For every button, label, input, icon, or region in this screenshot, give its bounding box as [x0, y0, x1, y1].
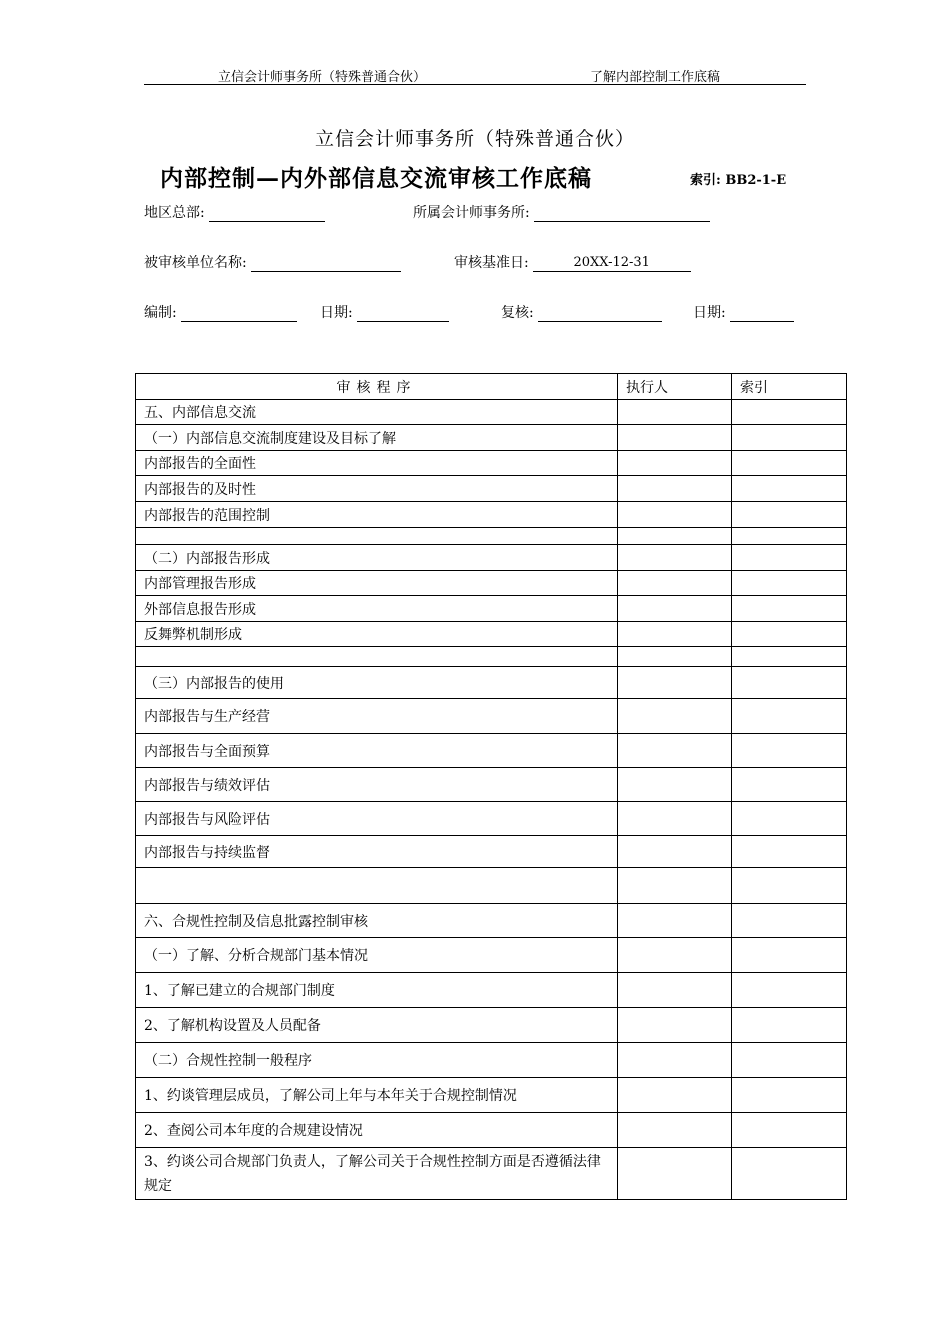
header-executor: 执行人	[618, 374, 732, 400]
executor-cell[interactable]	[618, 734, 732, 768]
index-cell[interactable]	[732, 904, 847, 938]
table-row	[136, 1008, 847, 1043]
procedure-cell: 内部报告与持续监督	[136, 836, 618, 868]
date2-value	[730, 305, 794, 322]
executor-cell[interactable]	[618, 938, 732, 973]
index-cell[interactable]	[732, 1148, 847, 1200]
table-row	[136, 596, 847, 622]
executor-cell[interactable]	[618, 545, 732, 571]
table-row	[136, 836, 847, 868]
table-row	[136, 734, 847, 768]
procedure-cell: （二）合规性控制一般程序	[136, 1043, 618, 1078]
firm-title: 立信会计师事务所（特殊普通合伙）	[314, 128, 635, 150]
index-cell[interactable]	[732, 1043, 847, 1078]
date1-field	[320, 302, 449, 322]
base-date-label: 审核基准日:	[454, 255, 529, 271]
prepared-field	[144, 302, 297, 322]
index-value: BB2-1-E	[725, 173, 787, 188]
table-row	[136, 973, 847, 1008]
executor-cell[interactable]	[618, 502, 732, 528]
review-label: 复核:	[501, 305, 534, 321]
table-row	[136, 667, 847, 699]
executor-cell[interactable]	[618, 647, 732, 667]
procedure-cell: 内部报告与绩效评估	[136, 768, 618, 802]
base-date-value: 20XX-12-31	[533, 255, 691, 272]
prepared-label: 编制:	[144, 305, 177, 321]
procedure-cell: 六、合规性控制及信息批露控制审核	[136, 904, 618, 938]
table-row	[136, 571, 847, 596]
executor-cell[interactable]	[618, 596, 732, 622]
table-header-row	[136, 374, 847, 400]
table-row	[136, 545, 847, 571]
procedure-cell	[136, 528, 618, 545]
executor-cell[interactable]	[618, 973, 732, 1008]
region-label: 地区总部:	[144, 205, 205, 221]
procedure-cell: 1、约谈管理层成员，了解公司上年与本年关于合规控制情况	[136, 1078, 618, 1113]
index-cell[interactable]	[732, 699, 847, 734]
running-header	[144, 64, 806, 85]
index-cell[interactable]	[732, 1078, 847, 1113]
procedure-cell	[136, 868, 618, 904]
table-row	[136, 400, 847, 425]
index-cell[interactable]	[732, 476, 847, 502]
date2-field	[693, 302, 794, 322]
review-value	[538, 305, 662, 322]
procedure-cell: 内部报告与全面预算	[136, 734, 618, 768]
procedure-cell: 外部信息报告形成	[136, 596, 618, 622]
index-cell[interactable]	[732, 622, 847, 647]
executor-cell[interactable]	[618, 1078, 732, 1113]
prepared-value	[181, 305, 297, 322]
header-doc-type: 了解内部控制工作底稿	[590, 70, 721, 85]
base-date-field	[454, 252, 691, 272]
table-row	[136, 904, 847, 938]
executor-cell[interactable]	[618, 451, 732, 476]
executor-cell[interactable]	[618, 425, 732, 451]
procedure-cell	[136, 647, 618, 667]
date1-label: 日期:	[320, 305, 353, 321]
office-field	[413, 202, 710, 222]
index-cell[interactable]	[732, 400, 847, 425]
executor-cell[interactable]	[618, 699, 732, 734]
procedure-cell: 内部报告的全面性	[136, 451, 618, 476]
index-cell[interactable]	[732, 528, 847, 545]
region-value	[209, 205, 325, 222]
procedure-cell: （一）了解、分析合规部门基本情况	[136, 938, 618, 973]
table-row	[136, 768, 847, 802]
procedure-cell: （二）内部报告形成	[136, 545, 618, 571]
entity-field	[144, 252, 401, 272]
executor-cell[interactable]	[618, 528, 732, 545]
table-row	[136, 938, 847, 973]
header-firm-name: 立信会计师事务所（特殊普通合伙）	[218, 70, 427, 85]
table-row	[136, 528, 847, 545]
table-row	[136, 476, 847, 502]
executor-cell[interactable]	[618, 768, 732, 802]
page-title: 内部控制—内外部信息交流审核工作底稿	[160, 165, 592, 192]
index-cell[interactable]	[732, 768, 847, 802]
executor-cell[interactable]	[618, 836, 732, 868]
review-field	[501, 302, 662, 322]
index-cell[interactable]	[732, 667, 847, 699]
table-row	[136, 502, 847, 528]
procedure-cell: 内部报告与生产经营	[136, 699, 618, 734]
table-row	[136, 868, 847, 904]
header-index: 索引	[732, 374, 847, 400]
procedure-cell: 内部管理报告形成	[136, 571, 618, 596]
index-cell[interactable]	[732, 647, 847, 667]
index-cell[interactable]	[732, 868, 847, 904]
executor-cell[interactable]	[618, 904, 732, 938]
index-cell[interactable]	[732, 502, 847, 528]
procedure-cell: 1、了解已建立的合规部门制度	[136, 973, 618, 1008]
table-row	[136, 647, 847, 667]
procedure-table	[135, 373, 847, 1200]
table-row	[136, 1078, 847, 1113]
index-cell[interactable]	[732, 596, 847, 622]
table-row	[136, 802, 847, 836]
procedure-cell: 内部报告的范围控制	[136, 502, 618, 528]
index-cell[interactable]	[732, 425, 847, 451]
procedure-cell: 内部报告与风险评估	[136, 802, 618, 836]
entity-value	[251, 255, 401, 272]
header-procedure: 审核程序	[136, 374, 618, 400]
index-cell[interactable]	[732, 734, 847, 768]
table-row	[136, 1043, 847, 1078]
procedure-cell: （一）内部信息交流制度建设及目标了解	[136, 425, 618, 451]
executor-cell[interactable]	[618, 400, 732, 425]
index-reference	[690, 169, 786, 188]
executor-cell[interactable]	[618, 1008, 732, 1043]
date2-label: 日期:	[693, 305, 726, 321]
index-cell[interactable]	[732, 451, 847, 476]
index-cell[interactable]	[732, 938, 847, 973]
executor-cell[interactable]	[618, 1043, 732, 1078]
procedure-cell: 2、查阅公司本年度的合规建设情况	[136, 1113, 618, 1148]
table-row	[136, 622, 847, 647]
executor-cell[interactable]	[618, 1148, 732, 1200]
executor-cell[interactable]	[618, 802, 732, 836]
table-row	[136, 699, 847, 734]
index-cell[interactable]	[732, 545, 847, 571]
index-cell[interactable]	[732, 1008, 847, 1043]
procedure-cell: （三）内部报告的使用	[136, 667, 618, 699]
index-cell[interactable]	[732, 836, 847, 868]
procedure-cell: 五、内部信息交流	[136, 400, 618, 425]
date1-value	[357, 305, 449, 322]
executor-cell[interactable]	[618, 1113, 732, 1148]
index-cell[interactable]	[732, 973, 847, 1008]
table-row	[136, 1148, 847, 1200]
entity-label: 被审核单位名称:	[144, 255, 247, 271]
index-cell[interactable]	[732, 802, 847, 836]
executor-cell[interactable]	[618, 667, 732, 699]
office-label: 所属会计师事务所:	[413, 205, 530, 221]
index-label: 索引:	[690, 173, 721, 188]
region-field	[144, 202, 325, 222]
procedure-cell: 2、了解机构设置及人员配备	[136, 1008, 618, 1043]
procedure-cell: 3、约谈公司合规部门负责人，了解公司关于合规性控制方面是否遵循法律规定	[136, 1148, 618, 1200]
table-row	[136, 1113, 847, 1148]
table-row	[136, 425, 847, 451]
executor-cell[interactable]	[618, 571, 732, 596]
index-cell[interactable]	[732, 571, 847, 596]
executor-cell[interactable]	[618, 868, 732, 904]
procedure-cell: 反舞弊机制形成	[136, 622, 618, 647]
procedure-cell: 内部报告的及时性	[136, 476, 618, 502]
office-value	[534, 205, 710, 222]
executor-cell[interactable]	[618, 622, 732, 647]
table-row	[136, 451, 847, 476]
executor-cell[interactable]	[618, 476, 732, 502]
index-cell[interactable]	[732, 1113, 847, 1148]
